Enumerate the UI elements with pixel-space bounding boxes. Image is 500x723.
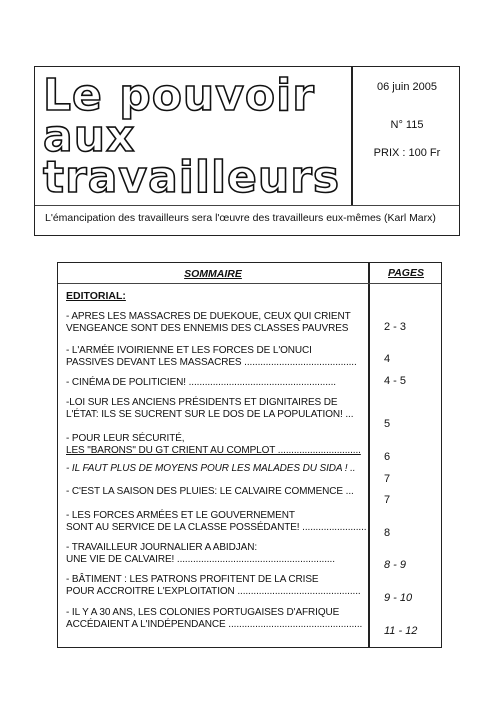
issue-price: PRIX : 100 Fr (373, 147, 441, 159)
toc-title: SOMMAIRE (184, 268, 242, 280)
toc-entry-pages: 7 (384, 473, 391, 485)
toc-entry[interactable] (66, 574, 366, 598)
toc-entry-line1: - C'EST LA SAISON DES PLUIES: LE CALVAIRE COMMENCE ... (66, 486, 354, 497)
masthead-rule (35, 205, 459, 206)
toc-entry-line1: - TRAVAILLEUR JOURNALIER A ABIDJAN: (66, 542, 258, 553)
masthead-divider (351, 67, 353, 205)
toc-entry[interactable] (66, 345, 366, 369)
toc-entry-pages: 6 (384, 451, 391, 463)
toc-column-divider (368, 263, 370, 647)
toc-entry[interactable] (66, 433, 366, 457)
title-line-3: travailleurs (43, 152, 341, 203)
toc-header-rule (58, 283, 441, 284)
toc-entry-line2: PASSIVES DEVANT LES MASSACRES .......................................... (66, 357, 357, 368)
toc-entry[interactable] (66, 311, 366, 335)
toc-entry-pages: 8 - 9 (384, 559, 407, 571)
toc-entry-line1: - BÂTIMENT : LES PATRONS PROFITENT DE LA CRISE (66, 574, 319, 585)
newspaper-title (43, 70, 343, 203)
toc-entry-line1: -LOI SUR LES ANCIENS PRÉSIDENTS ET DIGNITAIRES DE (66, 397, 338, 408)
toc-entry[interactable] (66, 510, 366, 534)
toc-entry-line1: - POUR LEUR SÉCURITÉ, (66, 433, 185, 444)
issue-date: 06 juin 2005 (377, 81, 437, 93)
toc-entry-pages: 8 (384, 527, 391, 539)
toc-entry-line2: SONT AU SERVICE DE LA CLASSE POSSÉDANTE! ........................ (66, 522, 367, 533)
toc-entry-pages: 11 - 12 (384, 625, 418, 637)
toc-entry-line2: UNE VIE DE CALVAIRE! ........................................................... (66, 554, 335, 565)
toc-entry-line2: LES "BARONS" DU GT CRIENT AU COMPLOT ............................... (66, 445, 361, 456)
toc-entry[interactable] (66, 486, 366, 498)
masthead (34, 66, 460, 236)
toc-entry-line1: - CINÉMA DE POLITICIEN! ....................................................... (66, 377, 336, 388)
editorial-label: EDITORIAL: (66, 290, 126, 302)
toc-entry-line1: - IL FAUT PLUS DE MOYENS POUR LES MALADES DU SIDA ! .. (66, 463, 356, 474)
issue-info (357, 81, 457, 159)
toc-entry-pages: 9 - 10 (384, 592, 413, 604)
toc-entry-line2: VENGEANCE SONT DES ENNEMIS DES CLASSES PAUVRES (66, 323, 349, 334)
toc-entry-pages: 4 - 5 (384, 375, 407, 387)
toc-entry-line2: POUR ACCROITRE L'EXPLOITATION .............................................. (66, 586, 361, 597)
toc-pages-header: PAGES (388, 267, 424, 279)
toc-entry-line1: - IL Y A 30 ANS, LES COLONIES PORTUGAISES D'AFRIQUE (66, 607, 340, 618)
toc-entry-line1: - LES FORCES ARMÉES ET LE GOUVERNEMENT (66, 510, 295, 521)
toc-entry[interactable] (66, 377, 366, 389)
issue-number: N° 115 (390, 119, 424, 131)
toc-entry-line2: L'ÉTAT: ILS SE SUCRENT SUR LE DOS DE LA POPULATION! ... (66, 409, 354, 420)
toc-entry[interactable] (66, 542, 366, 566)
toc-entry-line1: - L'ARMÉE IVOIRIENNE ET LES FORCES DE L'ONUCI (66, 345, 312, 356)
toc-entry-pages: 4 (384, 353, 391, 365)
toc-entry[interactable] (66, 463, 366, 475)
toc-entry-line1: - APRES LES MASSACRES DE DUEKOUE, CEUX QUI CRIENT (66, 311, 351, 322)
table-of-contents (57, 262, 442, 648)
title-line-1: Le pouvoir (43, 70, 315, 121)
toc-entry-pages: 2 - 3 (384, 321, 407, 333)
toc-entry[interactable] (66, 397, 366, 421)
toc-entry-line2: ACCÉDAIENT A L'INDÉPENDANCE .................................................. (66, 619, 363, 630)
motto: L'émancipation des travailleurs sera l'œuvre des travailleurs eux-mêmes (Karl Marx) (45, 212, 436, 224)
title-line-2: aux (43, 111, 136, 162)
toc-entry[interactable] (66, 607, 366, 631)
toc-entry-pages: 7 (384, 494, 391, 506)
toc-entry-pages: 5 (384, 418, 391, 430)
